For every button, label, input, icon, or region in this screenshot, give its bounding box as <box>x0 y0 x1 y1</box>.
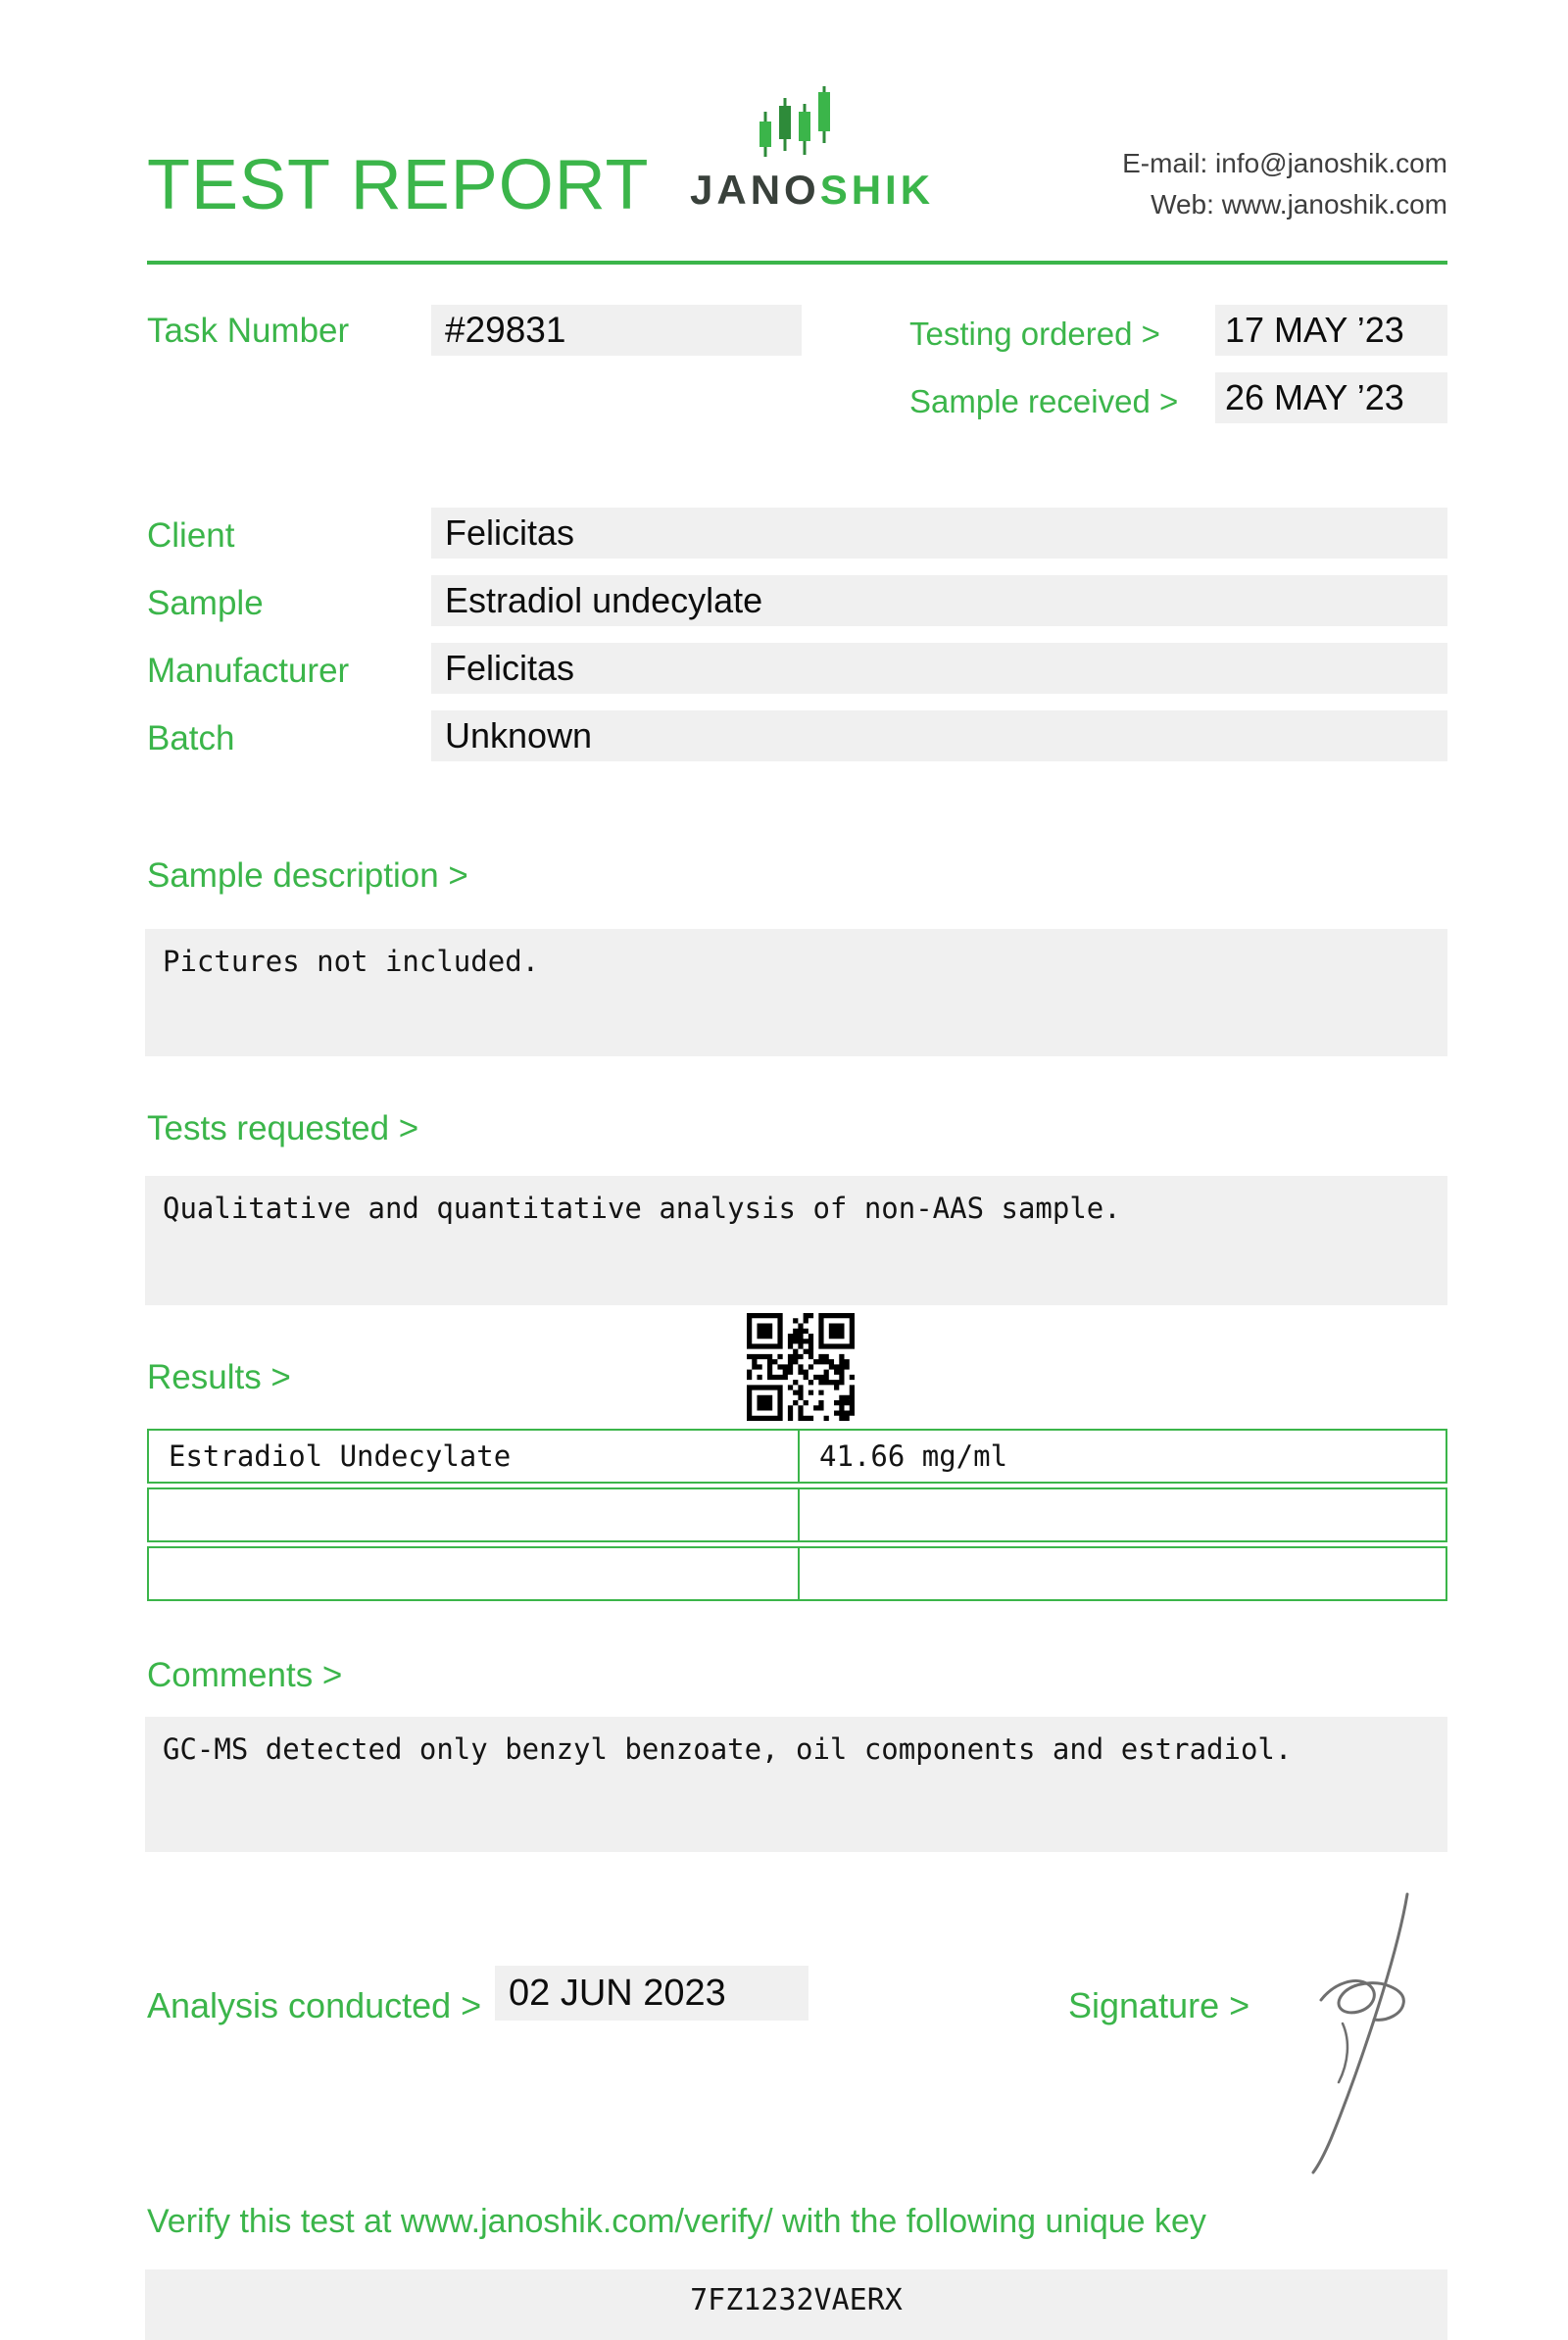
client-label: Client <box>147 516 235 555</box>
chart-logo-icon <box>753 82 841 163</box>
info-row <box>0 643 1568 710</box>
client-info-block <box>0 508 1568 778</box>
signature-label: Signature > <box>1068 1985 1250 2025</box>
batch-label: Batch <box>147 719 235 757</box>
info-row <box>0 508 1568 575</box>
contact-info <box>1122 143 1447 225</box>
report-title: TEST REPORT <box>147 146 650 224</box>
result-value-cell: 41.66 mg/ml <box>819 1439 1008 1473</box>
table-row <box>147 1429 1447 1484</box>
result-name-cell: Estradiol Undecylate <box>149 1431 800 1482</box>
tests-requested-heading: Tests requested > <box>147 1109 419 1147</box>
task-number-value: #29831 <box>445 310 566 350</box>
sample-value: Estradiol undecylate <box>445 580 763 620</box>
table-row <box>147 1546 1447 1601</box>
comments-box <box>145 1717 1447 1852</box>
qr-code <box>747 1313 855 1421</box>
brand-jano: JANO <box>690 167 820 213</box>
result-name-cell <box>149 1548 800 1599</box>
sample-description-box <box>145 929 1447 1056</box>
manufacturer-value: Felicitas <box>445 648 575 688</box>
manufacturer-label: Manufacturer <box>147 652 350 690</box>
analysis-conducted-label: Analysis conducted > <box>147 1985 482 2025</box>
manufacturer-value-box <box>431 643 1447 694</box>
tests-requested-box <box>145 1176 1447 1305</box>
sample-description-text: Pictures not included. <box>163 945 540 978</box>
result-value-cell <box>800 1489 1446 1540</box>
comments-text: GC-MS detected only benzyl benzoate, oil components and estradiol. <box>163 1732 1293 1766</box>
analysis-date-box <box>495 1966 808 2021</box>
task-number-label: Task Number <box>147 312 350 350</box>
sample-received-value: 26 MAY ’23 <box>1225 377 1404 417</box>
table-row <box>147 1487 1447 1542</box>
batch-value-box <box>431 710 1447 761</box>
info-row <box>0 575 1568 643</box>
verify-key-box <box>145 2269 1447 2340</box>
sample-received-label: Sample received > <box>909 383 1179 419</box>
batch-value: Unknown <box>445 715 593 756</box>
task-number-box <box>431 305 802 356</box>
contact-web: Web: www.janoshik.com <box>1151 189 1447 219</box>
sample-value-box <box>431 575 1447 626</box>
header-divider <box>147 261 1447 265</box>
result-name-cell <box>149 1489 800 1540</box>
testing-ordered-box <box>1215 305 1447 356</box>
tests-requested-text: Qualitative and quantitative analysis of non-AAS sample. <box>163 1192 1121 1225</box>
comments-heading: Comments > <box>147 1656 343 1694</box>
verify-instruction: Verify this test at www.janoshik.com/verify/ with the following unique key <box>147 2203 1206 2240</box>
client-value: Felicitas <box>445 512 575 553</box>
testing-ordered-value: 17 MAY ’23 <box>1225 310 1404 350</box>
testing-ordered-label: Testing ordered > <box>909 316 1160 352</box>
client-value-box <box>431 508 1447 559</box>
analysis-date-value: 02 JUN 2023 <box>509 1972 726 2014</box>
sample-received-box <box>1215 372 1447 423</box>
verify-key-value: 7FZ1232VAERX <box>690 2283 903 2317</box>
contact-email: E-mail: info@janoshik.com <box>1122 148 1447 178</box>
info-row <box>0 710 1568 778</box>
result-value-cell <box>800 1548 1446 1599</box>
sample-label: Sample <box>147 584 264 622</box>
signature-icon <box>1292 1886 1424 2180</box>
sample-description-heading: Sample description > <box>147 856 468 895</box>
results-heading: Results > <box>147 1358 291 1396</box>
results-table <box>147 1429 1447 1605</box>
brand-shik: SHIK <box>819 167 935 213</box>
brand-name <box>690 167 935 214</box>
